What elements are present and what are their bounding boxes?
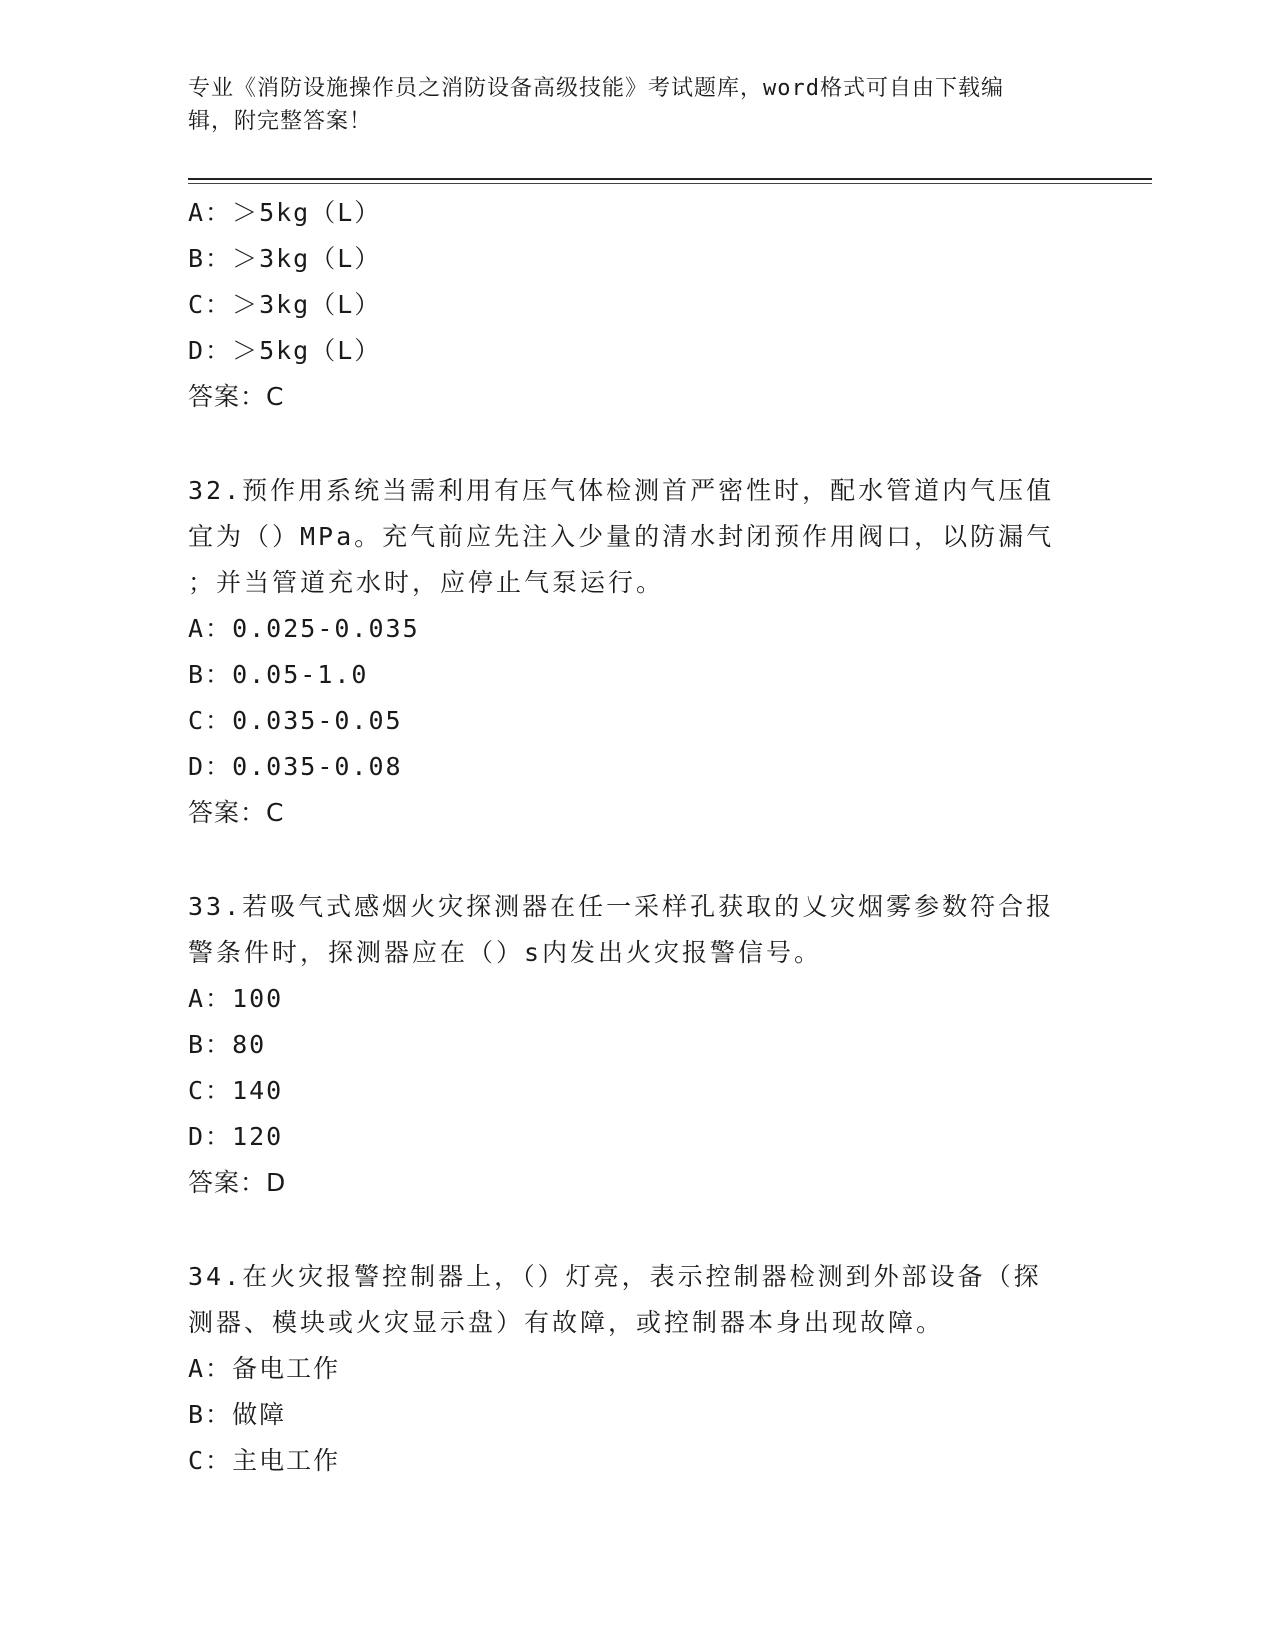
answer-line: 答案：D bbox=[188, 1168, 287, 1197]
question-32 bbox=[188, 468, 1088, 836]
option-text: 0.035-0.05 bbox=[232, 706, 403, 735]
option-b bbox=[188, 1392, 1088, 1438]
question-text-line: 32.预作用系统当需利用有压气体检测首严密性时，配水管道内气压值 bbox=[188, 476, 1055, 505]
question-31 bbox=[188, 190, 1088, 420]
option-key: C： bbox=[188, 1446, 233, 1475]
option-text: 备电工作 bbox=[232, 1354, 341, 1383]
option-d bbox=[188, 328, 1088, 374]
option-text: 80 bbox=[232, 1030, 267, 1059]
option-key: C： bbox=[188, 1076, 233, 1105]
spacer bbox=[188, 836, 1088, 884]
question-list bbox=[188, 190, 1088, 1484]
option-d bbox=[188, 1114, 1088, 1160]
header-line-2: 辑，附完整答案！ bbox=[188, 109, 373, 134]
header-line-1: 专业《消防设施操作员之消防设备高级技能》考试题库，word格式可自由下载编 bbox=[188, 76, 1004, 101]
document-header bbox=[188, 72, 1068, 138]
header-rule-thick bbox=[188, 178, 1152, 180]
question-33 bbox=[188, 884, 1088, 1206]
question-text-line: 33.若吸气式感烟火灾探测器在任一采样孔获取的乂灾烟雾参数符合报 bbox=[188, 892, 1055, 921]
spacer bbox=[188, 1206, 1088, 1254]
option-b bbox=[188, 1022, 1088, 1068]
option-text: 140 bbox=[232, 1076, 284, 1105]
question-text-line: 警条件时，探测器应在（）s内发出火灾报警信号。 bbox=[188, 938, 823, 967]
option-text: ＞5kg（L） bbox=[232, 336, 382, 365]
option-b bbox=[188, 236, 1088, 282]
option-text: ＞5kg（L） bbox=[232, 198, 382, 227]
option-text: 120 bbox=[232, 1122, 284, 1151]
option-key: B： bbox=[188, 1030, 233, 1059]
option-text: 0.035-0.08 bbox=[232, 752, 403, 781]
question-text-line: ；并当管道充水时，应停止气泵运行。 bbox=[188, 568, 665, 597]
option-text: 做障 bbox=[232, 1400, 287, 1429]
option-a bbox=[188, 976, 1088, 1022]
option-key: B： bbox=[188, 660, 233, 689]
option-c bbox=[188, 698, 1088, 744]
question-text-line: 测器、模块或火灾显示盘）有故障，或控制器本身出现故障。 bbox=[188, 1308, 945, 1337]
spacer bbox=[188, 420, 1088, 468]
option-b bbox=[188, 652, 1088, 698]
option-c bbox=[188, 1068, 1088, 1114]
option-a bbox=[188, 190, 1088, 236]
question-34 bbox=[188, 1254, 1088, 1484]
option-c bbox=[188, 1438, 1088, 1484]
option-a bbox=[188, 1346, 1088, 1392]
option-key: A： bbox=[188, 984, 233, 1013]
option-key: C： bbox=[188, 290, 233, 319]
option-text: 0.025-0.035 bbox=[232, 614, 420, 643]
option-key: C： bbox=[188, 706, 233, 735]
option-key: D： bbox=[188, 336, 233, 365]
option-d bbox=[188, 744, 1088, 790]
option-c bbox=[188, 282, 1088, 328]
option-text: 主电工作 bbox=[232, 1446, 341, 1475]
answer-line: 答案：C bbox=[188, 798, 285, 827]
question-text-line: 34.在火灾报警控制器上，（）灯亮，表示控制器检测到外部设备（探 bbox=[188, 1262, 1042, 1291]
option-key: A： bbox=[188, 198, 233, 227]
option-text: ＞3kg（L） bbox=[232, 290, 382, 319]
option-key: A： bbox=[188, 1354, 233, 1383]
option-text: 100 bbox=[232, 984, 284, 1013]
option-key: D： bbox=[188, 1122, 233, 1151]
answer-line: 答案：C bbox=[188, 382, 285, 411]
header-rule-thin bbox=[188, 183, 1152, 184]
option-text: ＞3kg（L） bbox=[232, 244, 382, 273]
option-text: 0.05-1.0 bbox=[232, 660, 369, 689]
option-key: A： bbox=[188, 614, 233, 643]
option-a bbox=[188, 606, 1088, 652]
option-key: B： bbox=[188, 244, 233, 273]
question-text-line: 宜为（）MPa。充气前应先注入少量的清水封闭预作用阀口，以防漏气 bbox=[188, 522, 1055, 551]
option-key: D： bbox=[188, 752, 233, 781]
option-key: B： bbox=[188, 1400, 233, 1429]
